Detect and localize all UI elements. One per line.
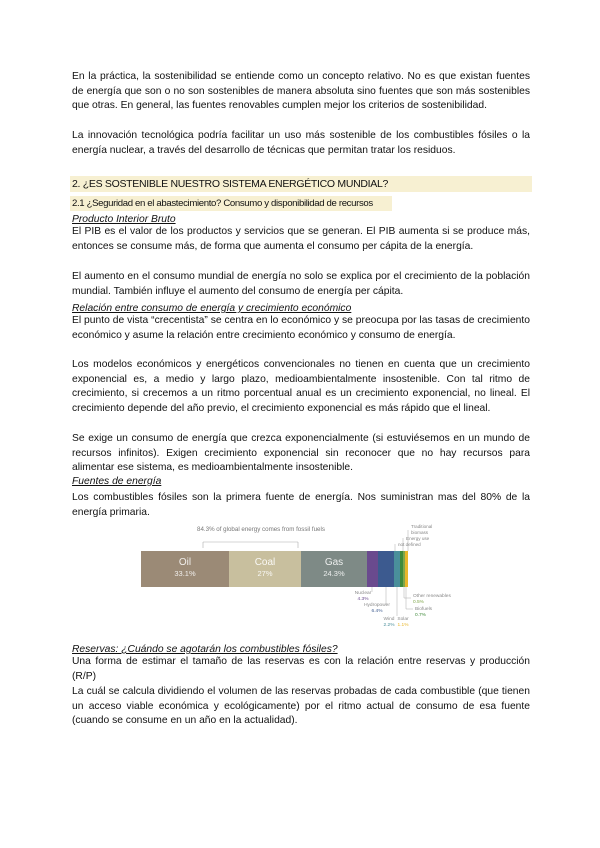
label-wind-pct: 2.2% <box>383 623 395 626</box>
bar-wind <box>394 551 400 587</box>
note-top-2: biomass <box>411 530 429 535</box>
relacion-paragraph-3: Se exige un consumo de energía que crezca exponencialmente (si estuviésemos en un mundo de recursos infinitos). Exigen crecimiento exponencial sin reconocer que no hay recursos para alimentar ese sistema, es medioambientalmente insostenible. <box>72 433 530 474</box>
label-biofuels-pct: 0.7% <box>415 613 426 618</box>
label-other: Other renewables <box>413 594 451 599</box>
intro-paragraph-2: La innovación tecnológica podría facilitar un uso más sostenible de los combustibles fósiles o la energía nuclear, a través del desarrollo de técnicas que permitan tratar los residuos. <box>72 130 530 156</box>
label-oil: Oil <box>178 557 192 568</box>
label-biofuels: Biofuels <box>415 607 433 612</box>
label-hydro: Hydropower <box>364 603 390 608</box>
reservas-paragraph-1: Una forma de estimar el tamaño de las reservas es con la relación entre reservas y producción (R/P) <box>72 656 530 682</box>
label-coal: Coal <box>254 557 276 568</box>
bar-other <box>403 551 405 587</box>
note-top-4: not defined <box>398 542 421 547</box>
bar-nuclear <box>367 551 378 587</box>
note-top-3: Energy use <box>406 536 430 541</box>
label-hydro-pct: 6.4% <box>371 609 383 614</box>
reservas-heading: Reservas: ¿Cuándo se agotarán los combustibles fósiles? <box>72 644 338 655</box>
relacion-paragraph-1: El punto de vista “crecentista” se centra en lo económico y se preocupa por las tasas de crecimiento económico y asume la relación entre crecimiento económico y consumo de energía. <box>72 315 530 341</box>
bar-hydro <box>378 551 394 587</box>
section-heading: 2. ¿ES SOSTENIBLE NUESTRO SISTEMA ENERGÉTICO MUNDIAL? <box>70 176 532 192</box>
pib-heading: Producto Interior Bruto <box>72 214 176 225</box>
label-gas: Gas <box>324 557 344 568</box>
label-solar: Solar <box>397 617 409 622</box>
subsection-heading: 2.1 ¿Seguridad en el abastecimiento? Consumo y disponibilidad de recursos <box>70 196 392 211</box>
note-top-1: Traditional <box>411 524 433 529</box>
fuentes-heading: Fuentes de energía <box>72 476 162 487</box>
chart-title: 84.3% of global energy comes from fossil fuels <box>197 526 325 533</box>
label-nuclear: Nuclear <box>354 591 372 596</box>
energy-mix-chart <box>141 522 451 626</box>
label-gas-pct: 24.3% <box>323 569 345 578</box>
label-solar-pct: 1.1% <box>397 623 409 626</box>
relacion-heading: Relación entre consumo de energía y crecimiento económico <box>72 303 352 314</box>
label-wind: Wind <box>383 617 395 622</box>
bar-biofuels <box>400 551 403 587</box>
relacion-paragraph-2: Los modelos económicos y energéticos convencionales no tienen en cuenta que un crecimiento exponencial es, a medio y largo plazo, medioambientalmente insostenible. Con tal ritmo de crecimiento, si crecemos a un ritmo porcentual anual es un crecimiento exponencial, no lineal. El crecimiento depende del año previo, el crecimiento exponencial es más rápido que el lineal. <box>72 359 530 414</box>
label-oil-pct: 33.1% <box>174 569 196 578</box>
reservas-paragraph-2: La cuál se calcula dividiendo el volumen de las reservas probadas de cada combustible (que tienen un acceso viable económica y ecológicamente) por el ritmo actual de consumo de esa fuente (cuando se consume en un año en la actualidad). <box>72 686 530 727</box>
label-other-pct: 0.5% <box>413 600 424 605</box>
bar-solar <box>405 551 408 587</box>
label-nuclear-pct: 4.3% <box>357 597 369 602</box>
pib-paragraph-1: El PIB es el valor de los productos y servicios que se generan. El PIB aumenta si se produce más, entonces se consume más, de forma que aumenta el consumo per cápita de la energía. <box>72 226 530 252</box>
label-coal-pct: 27% <box>257 569 273 578</box>
pib-paragraph-2: El aumento en el consumo mundial de energía no solo se explica por el crecimiento de la población mundial. También influye el aumento del consumo de energía per cápita. <box>72 271 530 297</box>
intro-paragraph-1: En la práctica, la sostenibilidad se entiende como un concepto relativo. No es que existan fuentes de energía que son o no son sostenibles de manera absoluta sino fuentes que son más sostenibles que otras. En general, las fuentes renovables cumplen mejor los criterios de sostenibilidad. <box>72 71 530 112</box>
fuentes-paragraph-1: Los combustibles fósiles son la primera fuente de energía. Nos suministran mas del 80% de la energía primaria. <box>72 492 530 518</box>
